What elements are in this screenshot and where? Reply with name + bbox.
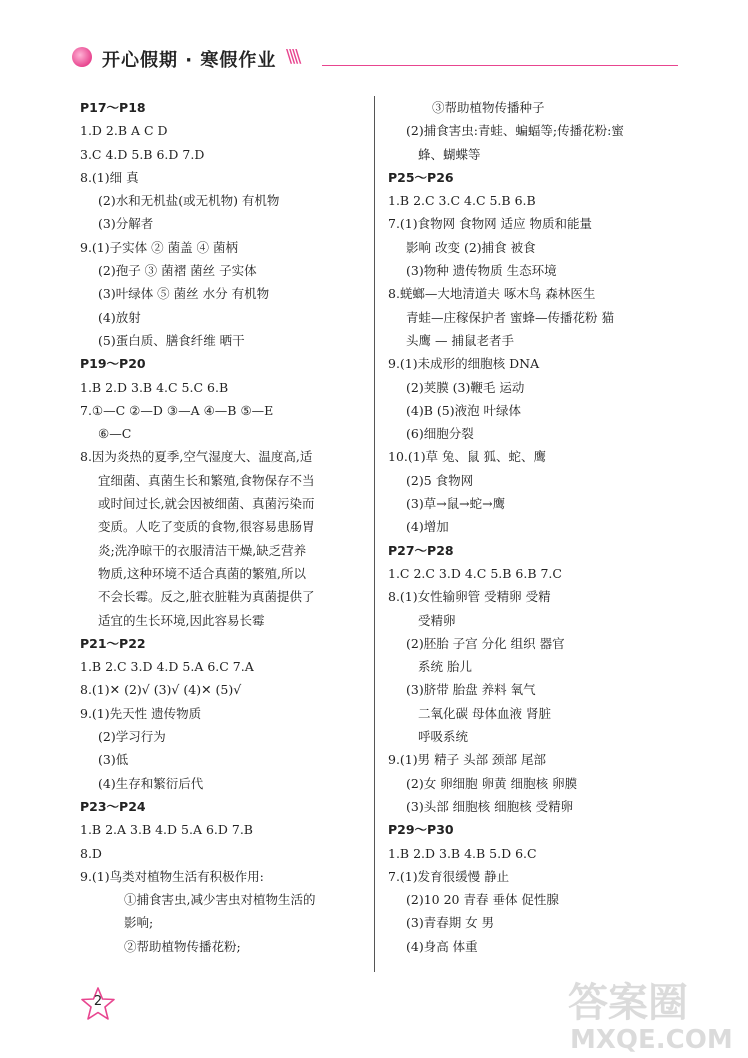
answer-line: (4)增加	[406, 519, 449, 535]
answer-line: 呼吸系统	[418, 729, 469, 745]
left-column	[80, 96, 362, 958]
section-heading: P25～P26	[388, 169, 454, 185]
section-heading: P21～P22	[80, 635, 146, 651]
answer-line: 8.蜣螂—大地清道夫 啄木鸟 森林医生	[388, 286, 596, 302]
answer-line: (2)胚胎 子宫 分化 组织 器官	[406, 635, 565, 651]
answer-line: ⑥—C	[98, 426, 132, 442]
watermark-line2: MXQE.COM	[570, 1025, 733, 1054]
answer-line: 1.B 2.A 3.B 4.D 5.A 6.D 7.B	[80, 822, 253, 838]
section-heading: P17～P18	[80, 100, 146, 115]
answer-line: (2)荚膜 (3)鞭毛 运动	[406, 379, 525, 395]
answer-line: 8.因为炎热的夏季,空气湿度大、温度高,适	[80, 449, 313, 465]
pink-dot-icon	[72, 47, 92, 67]
answer-line: 不会长霉。反之,脏衣脏鞋为真菌提供了	[98, 589, 315, 605]
answer-line: (2)5 食物网	[406, 472, 474, 488]
answer-line: (3)草→鼠→蛇→鹰	[406, 496, 506, 512]
answer-line: 影响 改变 (2)捕食 被食	[406, 239, 536, 255]
answer-line: ①捕食害虫,减少害虫对植物生活的	[124, 892, 316, 908]
answer-line: (4)身高 体重	[406, 938, 478, 954]
page-header	[72, 44, 678, 74]
section-heading: P29～P30	[388, 822, 454, 838]
answer-line: (2)捕食害虫:青蛙、蝙蝠等;传播花粉:蜜	[406, 123, 624, 139]
answer-line: (3)叶绿体 ⑤ 菌丝 水分 有机物	[98, 286, 270, 302]
answer-line: 适宜的生长环境,因此容易长霉	[98, 612, 265, 628]
answer-line: 1.B 2.D 3.B 4.B 5.D 6.C	[388, 845, 537, 861]
answer-line: 1.D 2.B A C D	[80, 123, 168, 139]
section-heading: P23～P24	[80, 798, 146, 814]
answer-line: 3.C 4.D 5.B 6.D 7.D	[80, 146, 205, 162]
section-heading: P27～P28	[388, 542, 454, 558]
watermark-line1: 答案圈	[568, 980, 688, 1026]
answer-line: 物质,这种环境不适合真菌的繁殖,所以	[98, 565, 306, 581]
answer-line: ②帮助植物传播花粉;	[124, 938, 241, 954]
answer-line: 9.(1)先天性 遗传物质	[80, 705, 202, 721]
answer-line: (4)放射	[98, 309, 141, 325]
header-title: 开心假期 · 寒假作业	[102, 50, 277, 71]
answer-line: 7.(1)食物网 食物网 适应 物质和能量	[388, 216, 593, 232]
answer-line: 8.(1)✕ (2)√ (3)√ (4)✕ (5)√	[80, 682, 242, 698]
answer-line: (4)生存和繁衍后代	[98, 775, 204, 791]
answer-line: 系统 胎儿	[418, 659, 472, 675]
answer-line: (4)B (5)液泡 叶绿体	[406, 402, 522, 418]
answer-line: 7.(1)发育很缓慢 静止	[388, 868, 510, 884]
answer-line: (5)蛋白质、膳食纤维 晒干	[98, 332, 245, 348]
answer-line: (3)脐带 胎盘 养料 氧气	[406, 682, 536, 698]
header-slashes: \\\\	[286, 46, 299, 67]
answer-line: 影响;	[124, 915, 154, 931]
answer-line: 9.(1)鸟类对植物生活有积极作用:	[80, 868, 264, 884]
answer-line: 宜细菌、真菌生长和繁殖,食物保存不当	[98, 472, 315, 488]
answer-line: (2)孢子 ③ 菌褶 菌丝 子实体	[98, 263, 257, 279]
answer-line: 8.(1)女性输卵管 受精卵 受精	[388, 589, 551, 605]
answer-line: (2)10 20 青春 垂体 促性腺	[406, 892, 559, 908]
answer-line: 变质。人吃了变质的食物,很容易患肠胃	[98, 519, 315, 535]
answer-line: (3)青春期 女 男	[406, 915, 495, 931]
answer-line: 青蛙—庄稼保护者 蜜蜂—传播花粉 猫	[406, 309, 614, 325]
answer-line: 8.D	[80, 845, 102, 861]
answer-line: 9.(1)男 精子 头部 颈部 尾部	[388, 752, 547, 768]
section-heading: P19～P20	[80, 356, 146, 372]
answer-line: 受精卵	[418, 612, 456, 628]
answer-line: ③帮助植物传播种子	[432, 100, 545, 115]
answer-line: 蜂、蝴蝶等	[418, 146, 481, 162]
answer-line: (6)细胞分裂	[406, 426, 474, 442]
answer-line: 1.B 2.C 3.C 4.C 5.B 6.B	[388, 193, 536, 209]
answer-line: 1.B 2.D 3.B 4.C 5.C 6.B	[80, 379, 229, 395]
answer-line: 1.B 2.C 3.D 4.D 5.A 6.C 7.A	[80, 659, 254, 675]
answer-line: 头鹰 — 捕鼠老者手	[406, 332, 514, 348]
right-column	[388, 96, 678, 958]
column-divider	[374, 96, 375, 972]
answer-line: (3)低	[98, 752, 129, 768]
answer-line: (2)学习行为	[98, 729, 166, 745]
answer-line: (2)水和无机盐(或无机物) 有机物	[98, 193, 280, 209]
answer-line: 10.(1)草 兔、鼠 狐、蛇、鹰	[388, 449, 547, 465]
answer-line: 9.(1)未成形的细胞核 DNA	[388, 356, 540, 372]
answer-line: 9.(1)子实体 ② 菌盖 ④ 菌柄	[80, 239, 239, 255]
answer-line: 二氧化碳 母体血液 肾脏	[418, 705, 551, 721]
answer-line: (3)头部 细胞核 细胞核 受精卵	[406, 798, 574, 814]
answer-line: 1.C 2.C 3.D 4.C 5.B 6.B 7.C	[388, 565, 562, 581]
answer-line: 8.(1)细 真	[80, 169, 139, 185]
answer-line: (3)分解者	[98, 216, 154, 232]
watermark-logo	[560, 970, 740, 1054]
header-rule	[322, 65, 678, 66]
answer-line: 或时间过长,就会因被细菌、真菌污染而	[98, 496, 315, 512]
answer-line: 炎;洗净晾干的衣服清洁干燥,缺乏营养	[98, 542, 307, 558]
answer-line: 7.①—C ②—D ③—A ④—B ⑤—E	[80, 402, 274, 418]
page-number: 2	[93, 994, 103, 1009]
answer-line: (3)物种 遗传物质 生态环境	[406, 263, 557, 279]
answer-line: (2)女 卵细胞 卵黄 细胞核 卵膜	[406, 775, 578, 791]
